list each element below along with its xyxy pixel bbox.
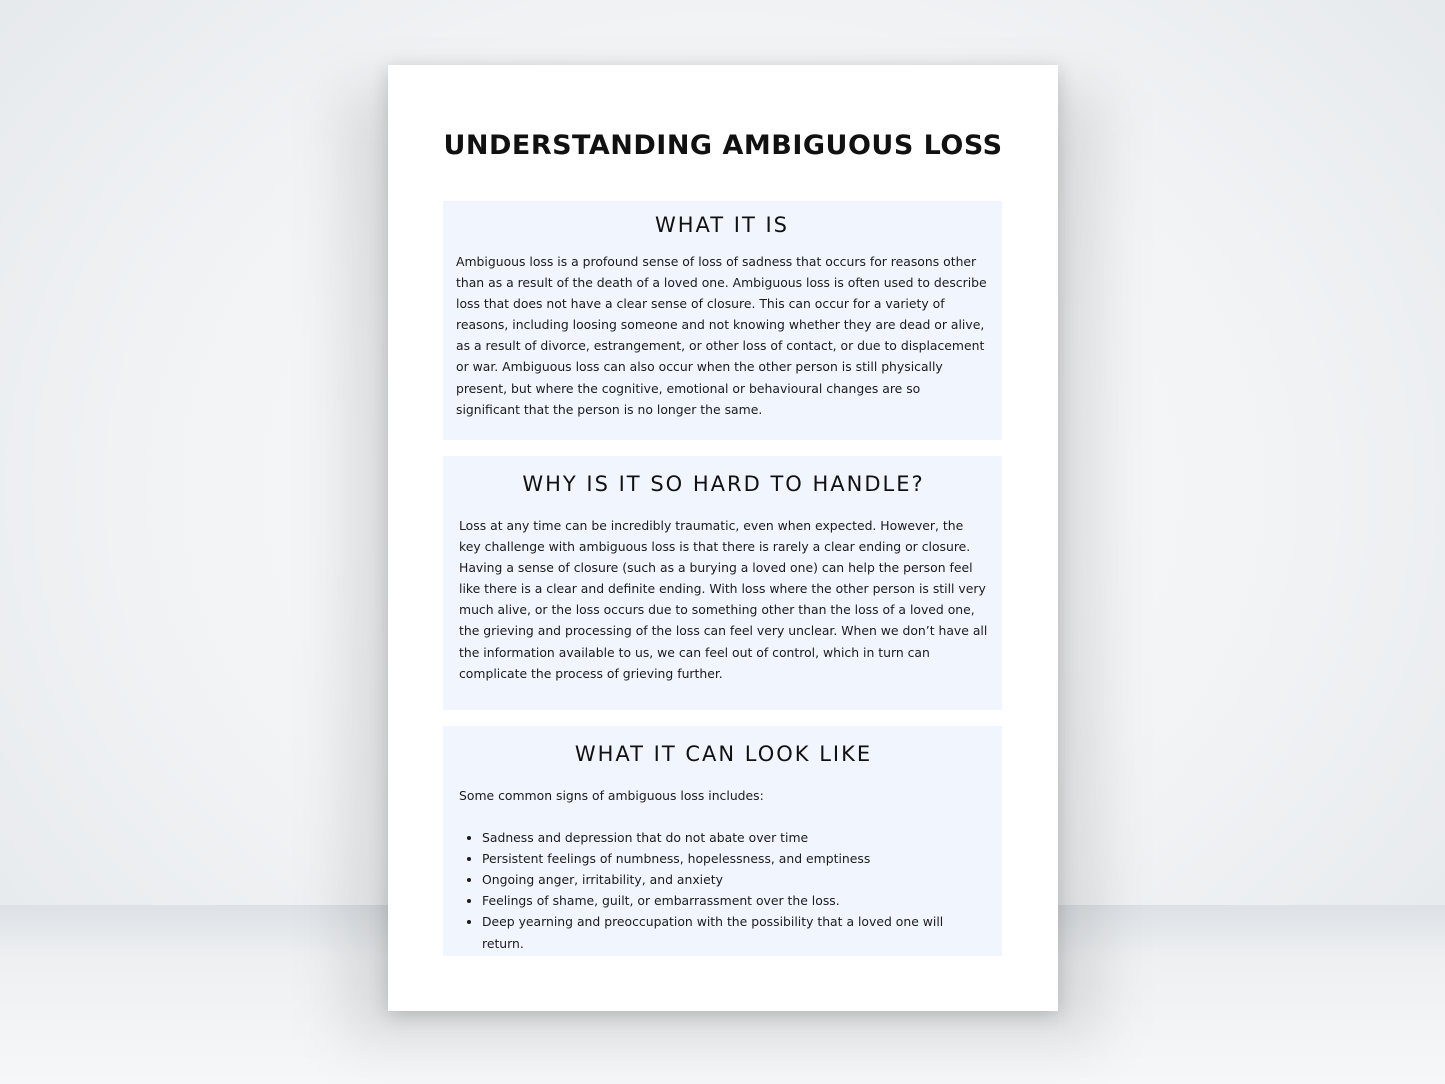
section-why-hard	[443, 456, 1002, 710]
section-heading: WHY IS IT SO HARD TO HANDLE?	[522, 472, 925, 496]
section-intro: Some common signs of ambiguous loss includes:	[459, 788, 764, 803]
document-title: UNDERSTANDING AMBIGUOUS LOSS	[443, 130, 1003, 161]
list-item: • Deep yearning and preoccupation with the possibility that a loved one will return.	[482, 911, 988, 953]
list-item: • Ongoing anger, irritability, and anxiety	[482, 869, 988, 890]
list-item: • Feelings of shame, guilt, or embarrassment over the loss.	[482, 890, 988, 911]
section-heading: WHAT IT IS	[654, 213, 789, 237]
signs-list	[459, 827, 988, 954]
list-item: • Sadness and depression that do not abate over time	[482, 827, 988, 848]
document-page	[388, 65, 1058, 1011]
list-item: • Persistent feelings of numbness, hopelessness, and emptiness	[482, 848, 988, 869]
section-heading: WHAT IT CAN LOOK LIKE	[574, 742, 873, 766]
section-body: Ambiguous loss is a profound sense of loss of sadness that occurs for reasons other than as a result of the death of a loved one. Ambiguous loss is often used to describe loss that does not have a clear sense of closure. This can occur for a variety of reasons, including loosing someone and not knowing whether they are dead or alive, as a result of divorce, estrangement, or other loss of contact, or due to displacement or war. Ambiguous loss can also occur when the other person is still physically present, but where the cognitive, emotional or behavioural changes are so significant that the person is no longer the same.	[456, 254, 987, 417]
section-what-it-looks-like	[443, 726, 1002, 956]
section-body: Loss at any time can be incredibly traumatic, even when expected. However, the key challenge with ambiguous loss is that there is rarely a clear ending or closure. Having a sense of closure (such as a burying a loved one) can help the person feel like there is a clear and definite ending. With loss where the other person is still very much alive, or the loss occurs due to something other than the loss of a loved one, the grieving and processing of the loss can feel very unclear. When we don’t have all the information available to us, we can feel out of control, which in turn can complicate the process of grieving further.	[459, 518, 988, 681]
section-what-it-is	[443, 201, 1002, 440]
